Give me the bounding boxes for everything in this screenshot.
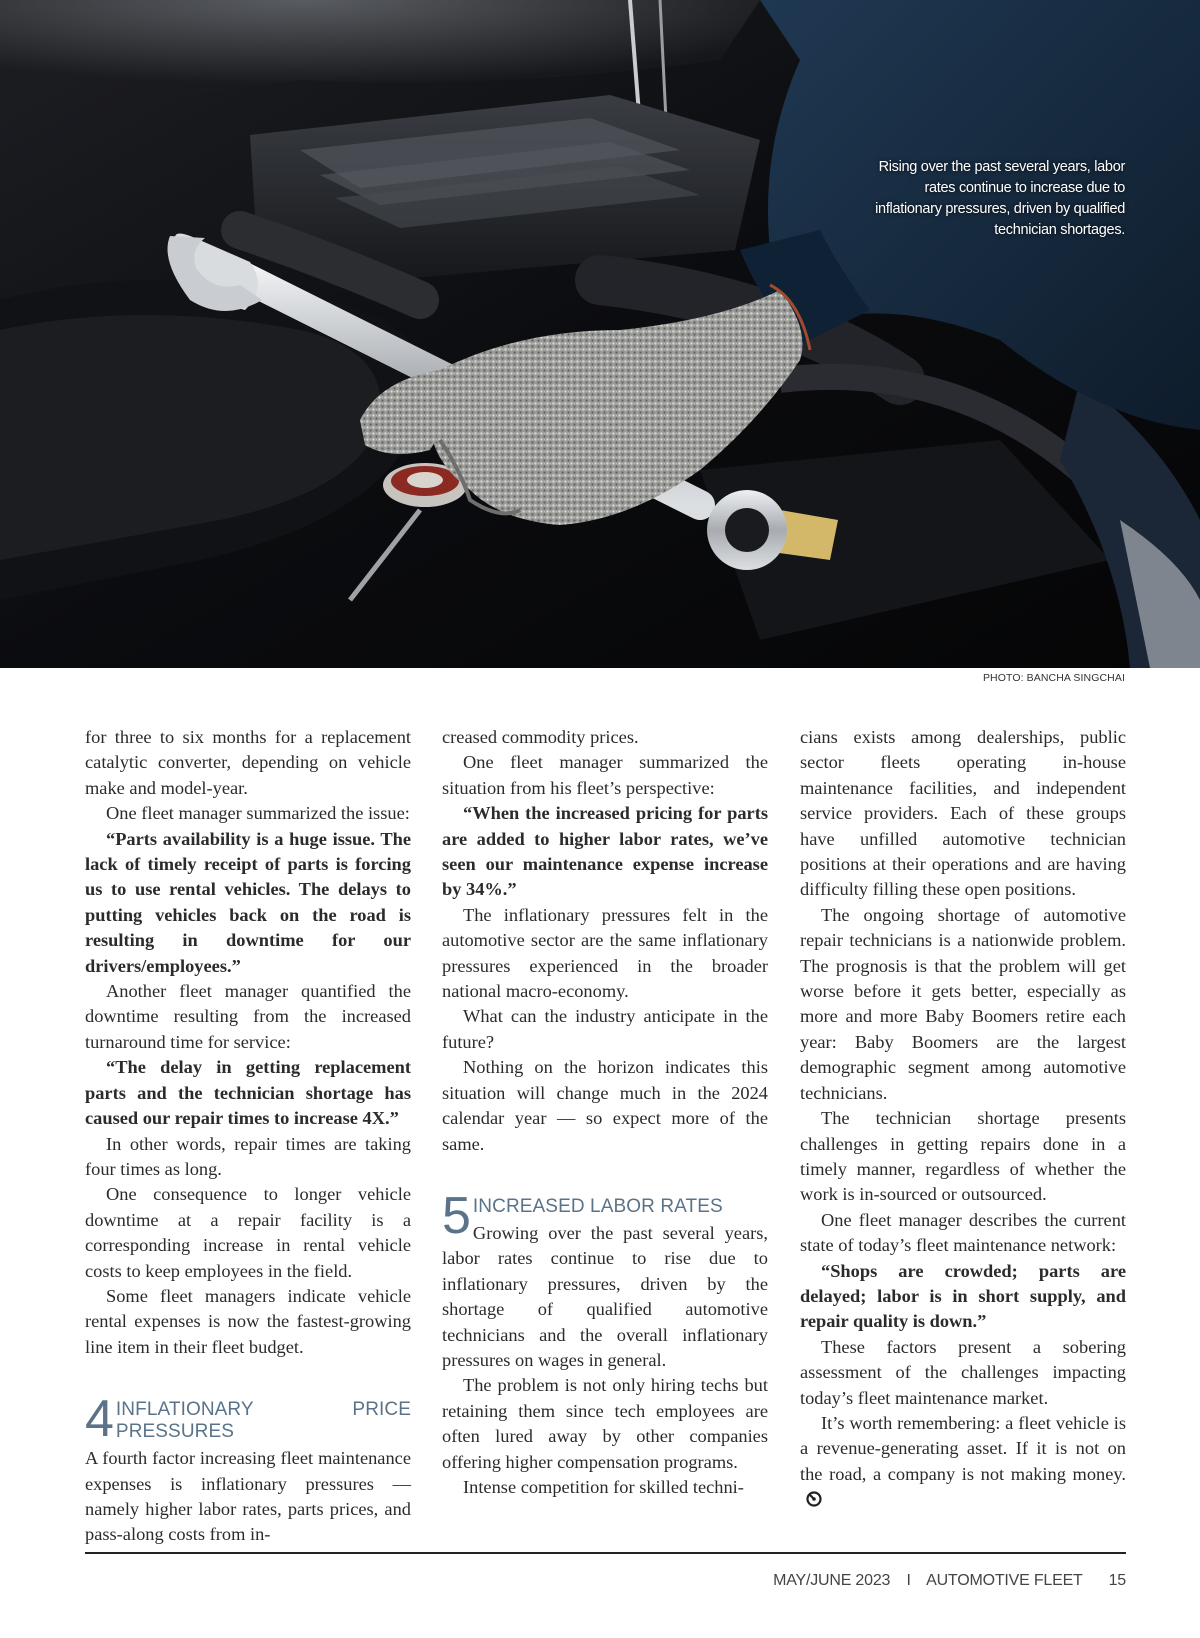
paragraph: In other words, repair times are taking four times as long.	[85, 1133, 411, 1179]
article-column-1	[85, 725, 411, 1548]
section-4-heading	[85, 1390, 411, 1548]
pull-quote: “Parts availability is a huge issue. The lack of timely receipt of parts is forcing us to use rental vehicles. The delays to putting vehicles back on the road is resulting in downtime for our drivers/employees.”	[85, 828, 411, 976]
paragraph: Nothing on the horizon indicates this situation will change much in the 2024 calendar year — so expect more of the same.	[442, 1057, 768, 1154]
article-column-3	[800, 725, 1126, 1513]
pull-quote: “Shops are crowded; parts are delayed; labor is in short supply, and repair quality is down.”	[800, 1260, 1126, 1332]
paragraph: One consequence to longer vehicle downtime at a repair facility is a corresponding increase in rental vehicle costs to keep employees in the field.	[85, 1184, 411, 1281]
paragraph: The technician shortage presents challenges in getting repairs done in a timely manner, regardless of whether the work is in-sourced or outsourced.	[800, 1108, 1126, 1205]
paragraph: Another fleet manager quantified the downtime resulting from the increased turnaround time for service:	[85, 981, 411, 1052]
paragraph: What can the industry anticipate in the future?	[442, 1006, 768, 1052]
engine-bay-photo	[0, 0, 1200, 668]
section-title: INCREASED LABOR RATES	[472, 1195, 723, 1217]
paragraph: These factors present a sobering assessment of the challenges impacting today’s fleet maintenance market.	[800, 1336, 1126, 1408]
issue-date: MAY/JUNE 2023	[773, 1572, 891, 1589]
publication-name: AUTOMOTIVE FLEET	[926, 1572, 1083, 1589]
paragraph	[800, 1411, 1126, 1513]
paragraph: One fleet manager summarized the situation from his fleet’s perspective:	[442, 752, 768, 798]
article-column-2	[442, 725, 768, 1500]
section-number: 5	[442, 1186, 471, 1245]
paragraph: for three to six months for a replacement catalytic converter, depending on vehicle make and model-year.	[85, 727, 411, 798]
photo-credit: PHOTO: BANCHA SINGCHAI	[982, 672, 1125, 684]
photo-caption: Rising over the past several years, labor rates continue to increase due to inflationary pressures, driven by qualified technician shortages.	[875, 159, 1125, 238]
section-title: INFLATIONARY PRICE PRESSURES	[115, 1399, 411, 1443]
paragraph: Some fleet managers indicate vehicle rental expenses is now the fastest-growing line item in their fleet budget.	[85, 1285, 411, 1357]
section-5-heading	[442, 1186, 768, 1373]
end-mark-icon	[806, 1491, 822, 1507]
paragraph: creased commodity prices.	[442, 727, 639, 747]
paragraph: The inflationary pressures felt in the automotive sector are the same inflationary pressures experienced in the broader national macro-economy.	[442, 904, 768, 1002]
hero-photo	[0, 0, 1200, 668]
section-number: 4	[85, 1390, 114, 1449]
pull-quote: “When the increased pricing for parts are added to higher labor rates, we’ve seen our maintenance expense increase by 34%.”	[442, 803, 768, 900]
paragraph: Growing over the past several years, labor rates continue to rise due to inflationary pressures, driven by the shortage of qualified automotive technicians and the overall inflationary pressures on wages in general.	[442, 1222, 768, 1370]
paragraph: One fleet manager summarized the issue:	[106, 803, 410, 824]
paragraph: Intense competition for skilled techni-	[463, 1476, 744, 1497]
paragraph: One fleet manager describes the current state of today’s fleet maintenance network:	[800, 1209, 1126, 1256]
closing-paragraph-text: It’s worth remembering: a fleet vehicle is a revenue-generating asset. If it is not on the road, a company is not making money.	[800, 1412, 1126, 1484]
paragraph: The ongoing shortage of automotive repair technicians is a nationwide problem. The prognosis is that the problem will get worse before it gets better, especially as more and more Baby Boomers retire each year: Baby Boomers are the largest demographic segment among automotive technicians.	[800, 904, 1126, 1103]
page-footer	[773, 1572, 1126, 1590]
paragraph: cians exists among dealerships, public sector fleets operating in-house maintenance facilities, and independent service providers. Each of these groups have unfilled automotive technician positions at their operations and are having difficulty filling these open positions.	[800, 727, 1126, 900]
footer-separator: I	[906, 1572, 911, 1589]
pull-quote: “The delay in getting replacement parts and the technician shortage has caused our repair times to increase 4X.”	[85, 1057, 411, 1129]
paragraph: The problem is not only hiring techs but retaining them since tech employees are often lured away by other companies offering higher compensation programs.	[442, 1375, 768, 1472]
paragraph: A fourth factor increasing fleet maintenance expenses is inflationary pressures — namely higher labor rates, parts prices, and pass-along costs from in-	[85, 1448, 411, 1545]
page-number: 15	[1108, 1572, 1126, 1589]
footer-rule	[85, 1552, 1126, 1554]
